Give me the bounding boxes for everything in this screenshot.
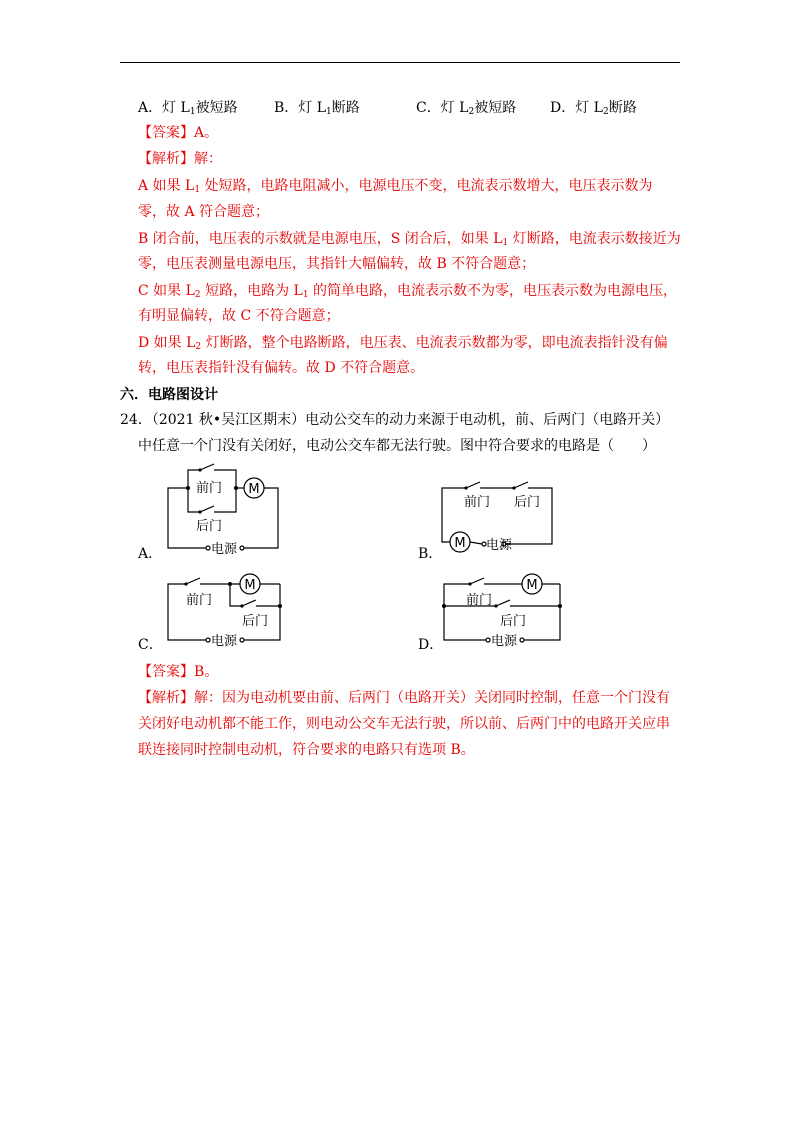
circuit-b-label: B． (418, 546, 443, 562)
circuit-a-label: A． (138, 546, 163, 562)
q24-answer: 【答案】B。 (138, 664, 219, 680)
circuit-d-diagram (430, 568, 570, 650)
q23-analysis-c-2: 有明显偏转，故 C 不符合题意； (138, 308, 340, 324)
circuit-c-motor: M (244, 578, 256, 593)
circuit-c-label: C． (138, 637, 163, 653)
option-c: C．灯 $L_2$被短路 (416, 100, 517, 117)
q23-analysis-c-1: C 如果 $L_2$ 短路，电路为 $L_1$ 的简单电路，电流表示数不为零，电压表示数为电源电压， (138, 283, 678, 300)
circuit-b-front: 前门 (464, 495, 491, 510)
circuit-c-diagram (150, 568, 290, 650)
circuit-c-back: 后门 (242, 614, 269, 629)
q23-analysis-b-1: B 闭合前，电压表的示数就是电源电压，S 闭合后，如果 $L_1$ 灯断路，电流表示数接近为 (138, 231, 681, 248)
option-a: A．灯 $L_1$被短路 (138, 100, 238, 117)
circuit-d-label: D． (418, 637, 444, 653)
circuit-d-motor: M (526, 578, 538, 593)
circuit-a-back: 后门 (196, 519, 223, 534)
circuit-c-front: 前门 (186, 593, 213, 608)
circuit-d-source: 电源 (491, 634, 518, 649)
circuit-b-source: 电源 (486, 538, 513, 553)
option-d: D．灯 $L_2$断路 (550, 100, 637, 117)
circuit-d-front: 前门 (466, 593, 493, 608)
section-title: 六．电路图设计 (120, 387, 218, 403)
circuit-b-back: 后门 (514, 495, 541, 510)
circuit-a-source: 电源 (211, 542, 238, 557)
option-b: B．灯 $L_1$断路 (274, 100, 360, 117)
circuit-b-motor: M (454, 536, 466, 551)
circuit-a-front: 前门 (196, 481, 223, 496)
q24-analysis-1: 【解析】解：因为电动机要由前、后两门（电路开关）关闭同时控制，任意一个门没有 (138, 690, 670, 706)
q24-analysis-3: 联连接同时控制电动机，符合要求的电路只有选项 B。 (138, 742, 475, 758)
q23-answer: 【答案】A。 (138, 125, 219, 141)
q23-analysis-b-2: 零，电压表测量电源电压，其指针大幅偏转，故 B 不符合题意； (138, 256, 536, 272)
circuit-a-diagram (150, 462, 290, 558)
q23-analysis-a-1: A 如果 $L_1$ 处短路，电路电阻减小，电源电压不变，电流表示数增大，电压表示数为 (138, 178, 653, 195)
circuit-b-diagram (430, 478, 560, 558)
q23-analysis-label: 【解析】解： (138, 151, 222, 167)
q23-analysis-a-2: 零，故 A 符合题意； (138, 204, 270, 220)
circuit-c-source: 电源 (211, 634, 238, 649)
q24-stem-1: 24．（2021 秋•吴江区期末）电动公交车的动力来源于电动机，前、后两门（电路开关） (120, 412, 670, 428)
circuit-d-back: 后门 (500, 614, 527, 629)
circuit-a-motor: M (248, 482, 260, 497)
q24-stem-2: 中任意一个门没有关闭好，电动公交车都无法行驶。图中符合要求的电路是（ ） (138, 438, 656, 454)
header-rule (120, 62, 680, 63)
q24-analysis-2: 关闭好电动机都不能工作，则电动公交车无法行驶，所以前、后两门中的电路开关应串 (138, 716, 670, 732)
q23-analysis-d-2: 转，电压表指针没有偏转。故 D 不符合题意。 (138, 360, 425, 376)
q23-analysis-d-1: D 如果 $L_2$ 灯断路，整个电路断路，电压表、电流表示数都为零，即电流表指针没有偏 (138, 335, 668, 352)
